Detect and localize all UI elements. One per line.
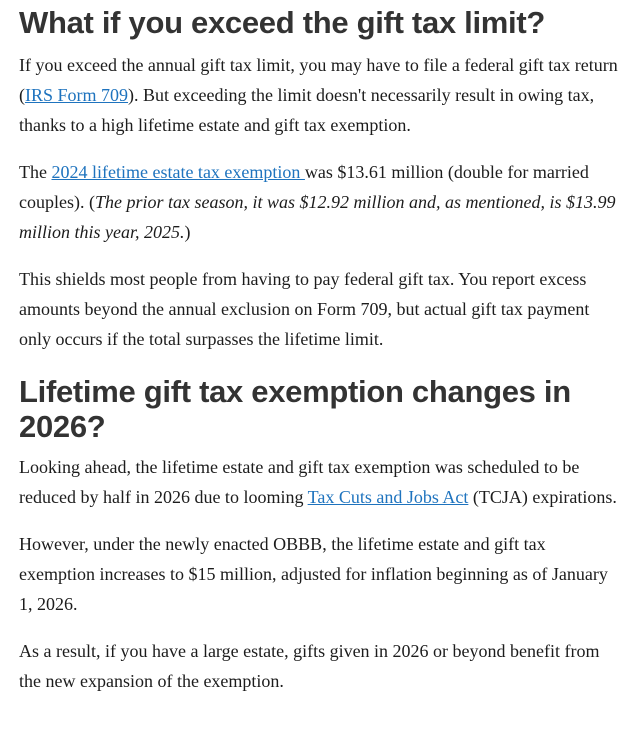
- inline-link[interactable]: Tax Cuts and Jobs Act: [307, 487, 469, 507]
- text-run: This shields most people from having to pay federal gift tax. You report excess amounts beyond the annual exclusion on Form 709, but actual gift tax payment only occurs if the total surpasses the lifetime limit.: [19, 269, 590, 349]
- paragraph-shields-most-people: [19, 264, 622, 354]
- paragraph-looking-ahead: [19, 452, 622, 512]
- text-run: ). But exceeding the limit doesn't necessarily result in owing tax, thanks to a high lifetime estate and gift tax exemption.: [19, 85, 595, 135]
- text-run: The: [19, 162, 52, 182]
- text-run: was $13.61 million (double for married couples). (: [19, 162, 589, 212]
- inline-link[interactable]: 2024 lifetime estate tax exemption: [51, 162, 305, 182]
- text-run: If you exceed the annual gift tax limit, you may have to file a federal gift tax return (: [19, 55, 618, 105]
- article: [0, 5, 635, 729]
- text-run: Looking ahead, the lifetime estate and gift tax exemption was scheduled to be reduced by half in 2026 due to looming: [19, 457, 580, 507]
- text-run: As a result, if you have a large estate, gifts given in 2026 or beyond benefit from the new expansion of the exemption.: [19, 641, 600, 691]
- paragraph-large-estate: [19, 636, 622, 696]
- paragraph-2024-exemption: [19, 157, 622, 247]
- paragraph-exceed-limit: [19, 50, 622, 140]
- inline-link[interactable]: IRS Form 709: [25, 85, 129, 105]
- text-run: (TCJA) expirations.: [468, 487, 617, 507]
- text-run: ): [184, 222, 191, 242]
- section-1-heading: What if you exceed the gift tax limit?: [19, 5, 545, 40]
- italic-text-run: The prior tax season, it was $12.92 million and, as mentioned, is $13.99 million this year, 2025.: [19, 192, 616, 242]
- text-run: However, under the newly enacted OBBB, the lifetime estate and gift tax exemption increases to $15 million, adjusted for inflation beginning as of January 1, 2026.: [19, 534, 608, 614]
- paragraph-obbb-increase: [19, 529, 622, 619]
- section-2-heading: Lifetime gift tax exemption changes in 2026?: [19, 374, 571, 444]
